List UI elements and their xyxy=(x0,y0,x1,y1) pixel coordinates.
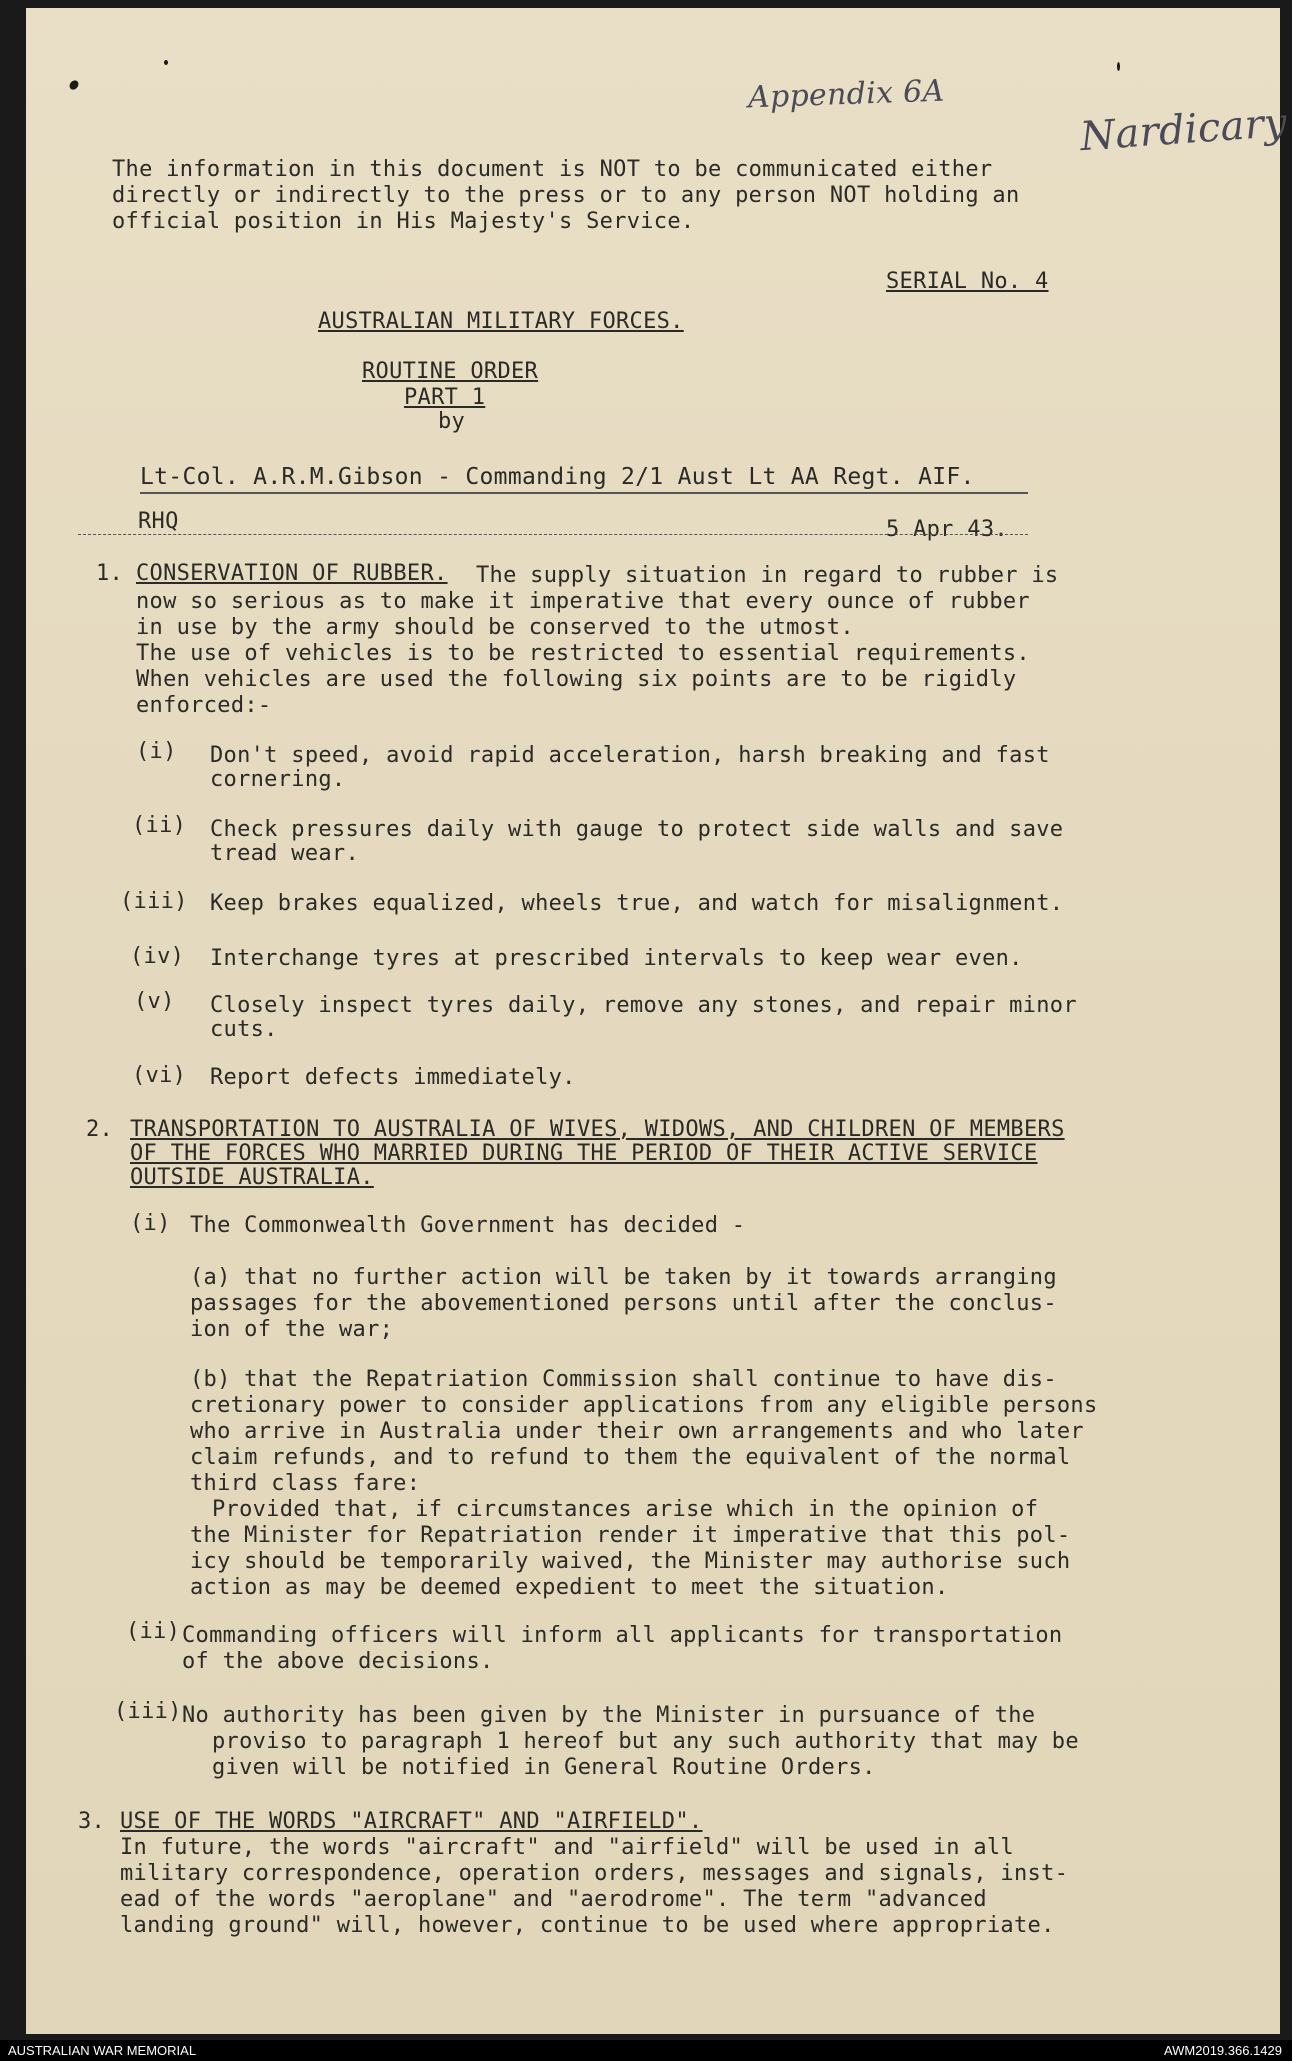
section-number: 3. xyxy=(78,1809,106,1834)
part-title: PART 1 xyxy=(404,385,486,410)
point-label: (i) xyxy=(136,739,177,764)
handwritten-annotation-right: Nardicary xyxy=(1078,99,1289,161)
point-line: Closely inspect tyres daily, remove any stones, and repair minor xyxy=(210,993,1077,1018)
footer-institution: AUSTRALIAN WAR MEMORIAL xyxy=(8,2043,197,2058)
clause-label: (i) xyxy=(130,1211,171,1236)
paragraph-line: When vehicles are used the following six points are to be rigidly xyxy=(136,667,1017,692)
paragraph-line: landing ground" will, however, continue to be used where appropriate. xyxy=(120,1913,1055,1938)
notice-line: official position in His Majesty's Service. xyxy=(112,209,695,234)
notice-line: directly or indirectly to the press or to any person NOT holding an xyxy=(112,183,1020,208)
routine-order-title: ROUTINE ORDER xyxy=(362,359,539,384)
section-title: TRANSPORTATION TO AUSTRALIA OF WIVES, WIDOWS, AND CHILDREN OF MEMBERS xyxy=(130,1117,1065,1142)
point-line: Keep brakes equalized, wheels true, and watch for misalignment. xyxy=(210,891,1064,916)
section-number: 2. xyxy=(86,1117,114,1142)
paragraph-line: The use of vehicles is to be restricted to essential requirements. xyxy=(136,641,1030,666)
subclause-line: third class fare: xyxy=(190,1471,421,1496)
subclause-line: the Minister for Repatriation render it imperative that this pol- xyxy=(190,1523,1071,1548)
section-number: 1. xyxy=(96,561,124,586)
by-line: by xyxy=(438,409,466,434)
point-label: (iv) xyxy=(130,944,185,969)
subclause-line: who arrive in Australia under their own arrangements and who later xyxy=(190,1419,1084,1444)
clause-label: (iii) xyxy=(114,1699,182,1724)
section-title: OF THE FORCES WHO MARRIED DURING THE PERIOD OF THEIR ACTIVE SERVICE xyxy=(130,1141,1038,1166)
paragraph-line: military correspondence, operation orders, messages and signals, inst- xyxy=(120,1861,1069,1886)
serial-number: SERIAL No. 4 xyxy=(886,269,1049,294)
point-label: (iii) xyxy=(120,889,188,914)
section-title: CONSERVATION OF RUBBER. xyxy=(136,561,448,586)
point-line: cuts. xyxy=(210,1017,278,1042)
location: RHQ xyxy=(138,509,179,534)
ink-mark-dot xyxy=(1117,62,1120,71)
clause-line: No authority has been given by the Minister in pursuance of the xyxy=(182,1703,1036,1728)
notice-line: The information in this document is NOT to be communicated either xyxy=(112,157,993,182)
clause-line: Commanding officers will inform all applicants for transportation xyxy=(182,1623,1063,1648)
clause-label: (ii) xyxy=(126,1619,181,1644)
subclause-line: (b) that the Repatriation Commission shall continue to have dis- xyxy=(190,1367,1057,1392)
clause-line: The Commonwealth Government has decided - xyxy=(190,1213,746,1238)
subclause-line: action as may be deemed expedient to meet the situation. xyxy=(190,1575,949,1600)
section-title: OUTSIDE AUSTRALIA. xyxy=(130,1165,374,1190)
point-line: Interchange tyres at prescribed intervals to keep wear even. xyxy=(210,946,1023,971)
subclause-line: passages for the abovementioned persons until after the conclus- xyxy=(190,1291,1057,1316)
paragraph-line: in use by the army should be conserved to the utmost. xyxy=(136,615,854,640)
point-label: (vi) xyxy=(132,1063,187,1088)
subclause-line: claim refunds, and to refund to them the equivalent of the normal xyxy=(190,1445,1071,1470)
ink-mark-dot xyxy=(164,60,168,65)
handwritten-annotation: Appendix 6A xyxy=(747,73,946,116)
commander-line: Lt-Col. A.R.M.Gibson - Commanding 2/1 Aust Lt AA Regt. AIF. xyxy=(140,464,975,490)
clause-line: given will be notified in General Routine Orders. xyxy=(212,1755,876,1780)
point-line: Check pressures daily with gauge to protect side walls and save xyxy=(210,817,1064,842)
point-label: (v) xyxy=(134,989,175,1014)
paragraph-line: ead of the words "aeroplane" and "aerodrome". The term "advanced xyxy=(120,1887,987,1912)
clause-line: proviso to paragraph 1 hereof but any such authority that may be xyxy=(212,1729,1079,1754)
subclause-line: Provided that, if circumstances arise which in the opinion of xyxy=(212,1497,1039,1522)
clause-line: of the above decisions. xyxy=(182,1649,494,1674)
paragraph-line: enforced:- xyxy=(136,693,272,718)
point-line: Report defects immediately. xyxy=(210,1065,576,1090)
archive-footer xyxy=(0,2040,1292,2061)
heading: AUSTRALIAN MILITARY FORCES. xyxy=(318,309,684,334)
footer-accession-number: AWM2019.366.1429 xyxy=(1163,2043,1282,2058)
order-date: 5 Apr 43. xyxy=(886,517,1008,542)
point-line: cornering. xyxy=(210,767,346,792)
paragraph-line: The supply situation in regard to rubber is xyxy=(476,563,1059,588)
subclause-line: icy should be temporarily waived, the Minister may authorise such xyxy=(190,1549,1071,1574)
separator-rule xyxy=(78,534,1028,535)
paragraph-line: now so serious as to make it imperative that every ounce of rubber xyxy=(136,589,1030,614)
point-line: Don't speed, avoid rapid acceleration, harsh breaking and fast xyxy=(210,743,1050,768)
subclause-line: ion of the war; xyxy=(190,1317,394,1342)
subclause-line: (a) that no further action will be taken by it towards arranging xyxy=(190,1265,1057,1290)
point-line: tread wear. xyxy=(210,841,359,866)
commander-underline xyxy=(140,492,1028,494)
point-label: (ii) xyxy=(132,813,187,838)
paragraph-line: In future, the words "aircraft" and "airfield" will be used in all xyxy=(120,1835,1014,1860)
section-title: USE OF THE WORDS "AIRCRAFT" AND "AIRFIELD". xyxy=(120,1809,703,1834)
subclause-line: cretionary power to consider applications from any eligible persons xyxy=(190,1393,1098,1418)
